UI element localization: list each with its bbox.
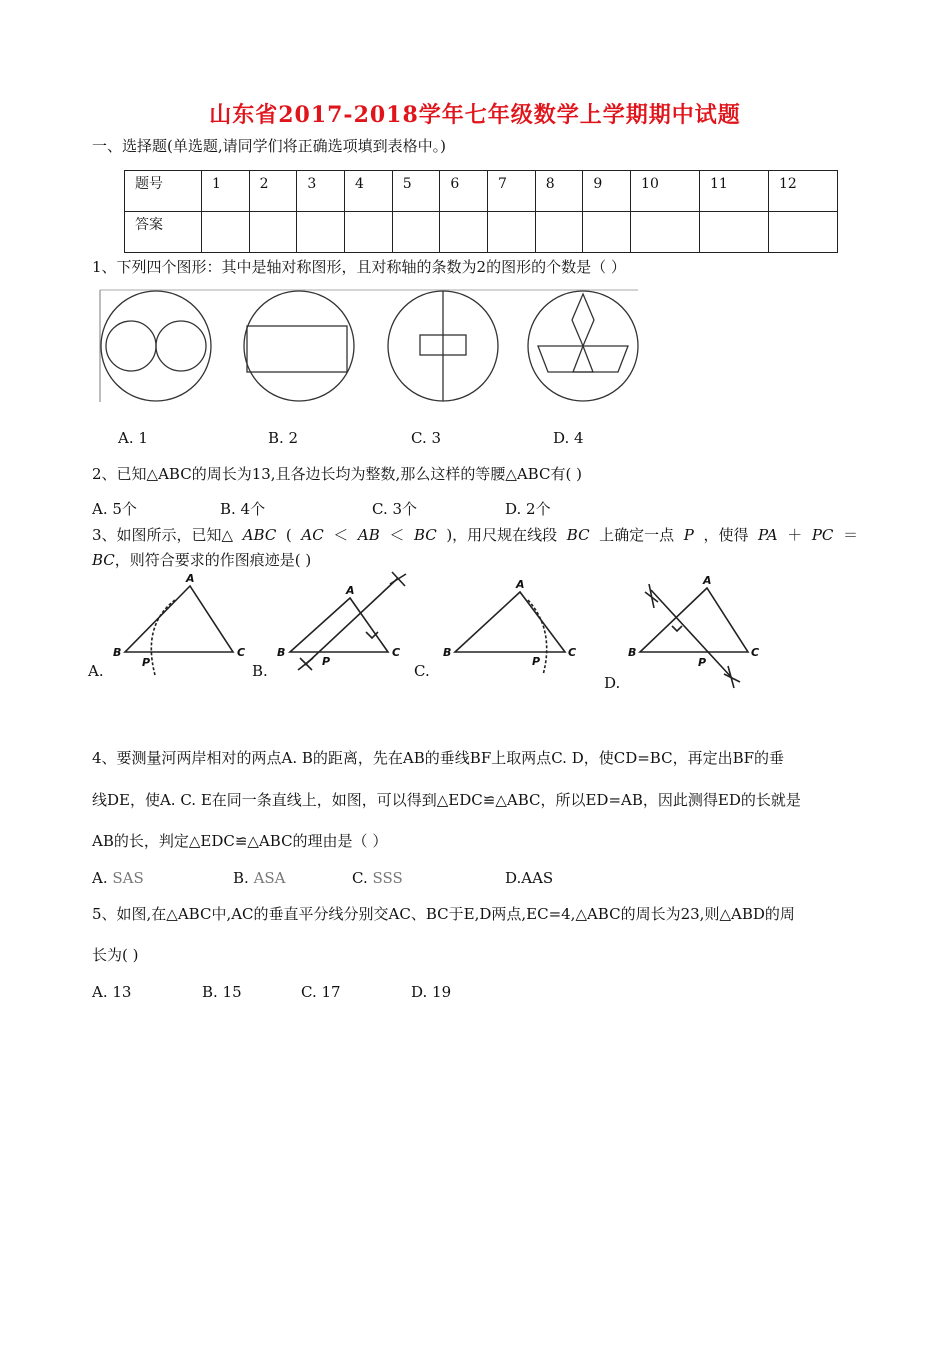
q3-text: ＋ xyxy=(787,526,803,544)
point-label: B xyxy=(443,646,452,659)
q2-option-b[interactable]: B. 4个 xyxy=(220,500,266,518)
q2-option-a[interactable]: A. 5个 xyxy=(92,500,137,518)
point-label: P xyxy=(322,655,331,668)
q3-text: BC xyxy=(413,526,437,544)
point-label: A xyxy=(186,572,195,585)
q3-label-c[interactable]: C. xyxy=(414,662,430,680)
point-label: A xyxy=(516,578,525,591)
q5-option-b[interactable]: B. 15 xyxy=(202,983,242,1001)
q3-text: ，则符合要求的作图痕迹是( ) xyxy=(114,551,312,569)
q3-text: ＜ xyxy=(333,526,349,544)
q3-text: 上确定一点 xyxy=(599,526,675,544)
point-label: B xyxy=(628,646,637,659)
q3-text: BC xyxy=(566,526,590,544)
q3-stem-line2 xyxy=(92,550,311,570)
answer-cell[interactable] xyxy=(583,212,631,253)
answer-cell[interactable] xyxy=(768,212,837,253)
table-cell: 7 xyxy=(488,171,536,212)
table-cell: 1 xyxy=(202,171,250,212)
option-prefix: C. xyxy=(352,869,368,887)
table-cell: 6 xyxy=(440,171,488,212)
option-text: ASA xyxy=(253,869,286,887)
option-text: SSS xyxy=(372,869,403,887)
q3-label-b[interactable]: B. xyxy=(252,662,268,680)
answer-cell[interactable] xyxy=(249,212,297,253)
q3-label-d[interactable]: D. xyxy=(604,674,621,692)
answer-cell[interactable] xyxy=(345,212,393,253)
table-cell: 5 xyxy=(392,171,440,212)
q4-option-c[interactable] xyxy=(352,868,403,888)
table-row xyxy=(125,212,838,253)
q4-stem-line1: 4、要测量河两岸相对的两点A. B的距离，先在AB的垂线BF上取两点C. D，使CD=BC，再定出BF的垂 xyxy=(92,749,785,767)
table-row-label: 答案 xyxy=(125,212,202,253)
q3-label-a[interactable]: A. xyxy=(88,662,104,680)
q3-text: BC xyxy=(92,551,115,569)
q3-text: PA xyxy=(758,526,778,544)
table-row xyxy=(125,171,838,212)
q1-option-b[interactable]: B. 2 xyxy=(268,429,299,447)
q3-text: ( xyxy=(285,526,292,544)
answer-cell[interactable] xyxy=(535,212,583,253)
point-label: C xyxy=(751,646,760,659)
option-text: SAS xyxy=(112,869,144,887)
q1-option-d[interactable]: D. 4 xyxy=(553,429,584,447)
q5-stem-line1: 5、如图,在△ABC中,AC的垂直平分线分别交AC、BC于E,D两点,EC=4,△ABC的周长为23,则△ABD的周 xyxy=(92,905,795,923)
q1-figures xyxy=(98,288,640,404)
q3-text: ，使得 xyxy=(703,526,749,544)
q3-text: )，用尺规在线段 xyxy=(446,526,558,544)
point-label: A xyxy=(703,574,712,587)
answer-cell[interactable] xyxy=(700,212,769,253)
q2-option-d[interactable]: D. 2个 xyxy=(505,500,551,518)
table-cell: 11 xyxy=(700,171,769,212)
answer-table xyxy=(124,170,838,253)
q3-text: ABC xyxy=(242,526,277,544)
q3-text: P xyxy=(683,526,694,544)
point-label: A xyxy=(346,584,355,597)
table-cell: 3 xyxy=(297,171,345,212)
table-cell: 12 xyxy=(768,171,837,212)
q5-stem-line2: 长为( ) xyxy=(92,946,139,964)
q4-option-d[interactable]: D.AAS xyxy=(505,869,554,887)
point-label: C xyxy=(392,646,401,659)
point-label: P xyxy=(532,655,541,668)
q2-option-c[interactable]: C. 3个 xyxy=(372,500,418,518)
q3-text: ＜ xyxy=(389,526,405,544)
q4-option-a[interactable] xyxy=(92,868,144,888)
answer-cell[interactable] xyxy=(297,212,345,253)
q3-stem-line1 xyxy=(92,525,858,545)
q1-option-a[interactable]: A. 1 xyxy=(118,429,148,447)
q5-option-a[interactable]: A. 13 xyxy=(92,983,132,1001)
q5-option-d[interactable]: D. 19 xyxy=(411,983,452,1001)
option-prefix: A. xyxy=(92,869,108,887)
point-label: C xyxy=(237,646,246,659)
table-row-label: 题号 xyxy=(125,171,202,212)
table-cell: 10 xyxy=(631,171,700,212)
answer-cell[interactable] xyxy=(202,212,250,253)
q5-option-c[interactable]: C. 17 xyxy=(301,983,341,1001)
point-label: B xyxy=(277,646,286,659)
table-cell: 9 xyxy=(583,171,631,212)
q4-stem-line2: 线DE，使A. C. E在同一条直线上，如图，可以得到△EDC≌△ABC，所以ED=AB，因此测得ED的长就是 xyxy=(92,791,801,809)
table-cell: 8 xyxy=(535,171,583,212)
q3-text: AC xyxy=(301,526,324,544)
q2-stem: 2、已知△ABC的周长为13,且各边长均为整数,那么这样的等腰△ABC有( ) xyxy=(92,465,582,483)
q1-option-c[interactable]: C. 3 xyxy=(411,429,442,447)
q4-option-b[interactable] xyxy=(233,868,286,888)
q3-text: ＝ xyxy=(842,526,858,544)
table-cell: 2 xyxy=(249,171,297,212)
answer-cell[interactable] xyxy=(392,212,440,253)
q3-figures xyxy=(100,570,780,700)
table-cell: 4 xyxy=(345,171,393,212)
option-prefix: B. xyxy=(233,869,249,887)
page-title: 山东省2017-2018学年七年级数学上学期期中试题 xyxy=(209,102,741,128)
q3-text: 3、如图所示，已知△ xyxy=(92,526,234,544)
answer-cell[interactable] xyxy=(631,212,700,253)
point-label: P xyxy=(698,656,707,669)
answer-cell[interactable] xyxy=(488,212,536,253)
answer-cell[interactable] xyxy=(440,212,488,253)
point-label: P xyxy=(142,656,151,669)
q3-text: PC xyxy=(811,526,834,544)
point-label: B xyxy=(113,646,122,659)
q3-text: AB xyxy=(357,526,380,544)
q4-stem-line3: AB的长，判定△EDC≌△ABC的理由是（ ） xyxy=(92,832,388,850)
point-label: C xyxy=(568,646,577,659)
q1-stem: 1、下列四个图形：其中是轴对称图形，且对称轴的条数为2的图形的个数是（ ） xyxy=(92,258,626,276)
section-heading: 一、选择题(单选题,请同学们将正确选项填到表格中。) xyxy=(92,137,446,155)
